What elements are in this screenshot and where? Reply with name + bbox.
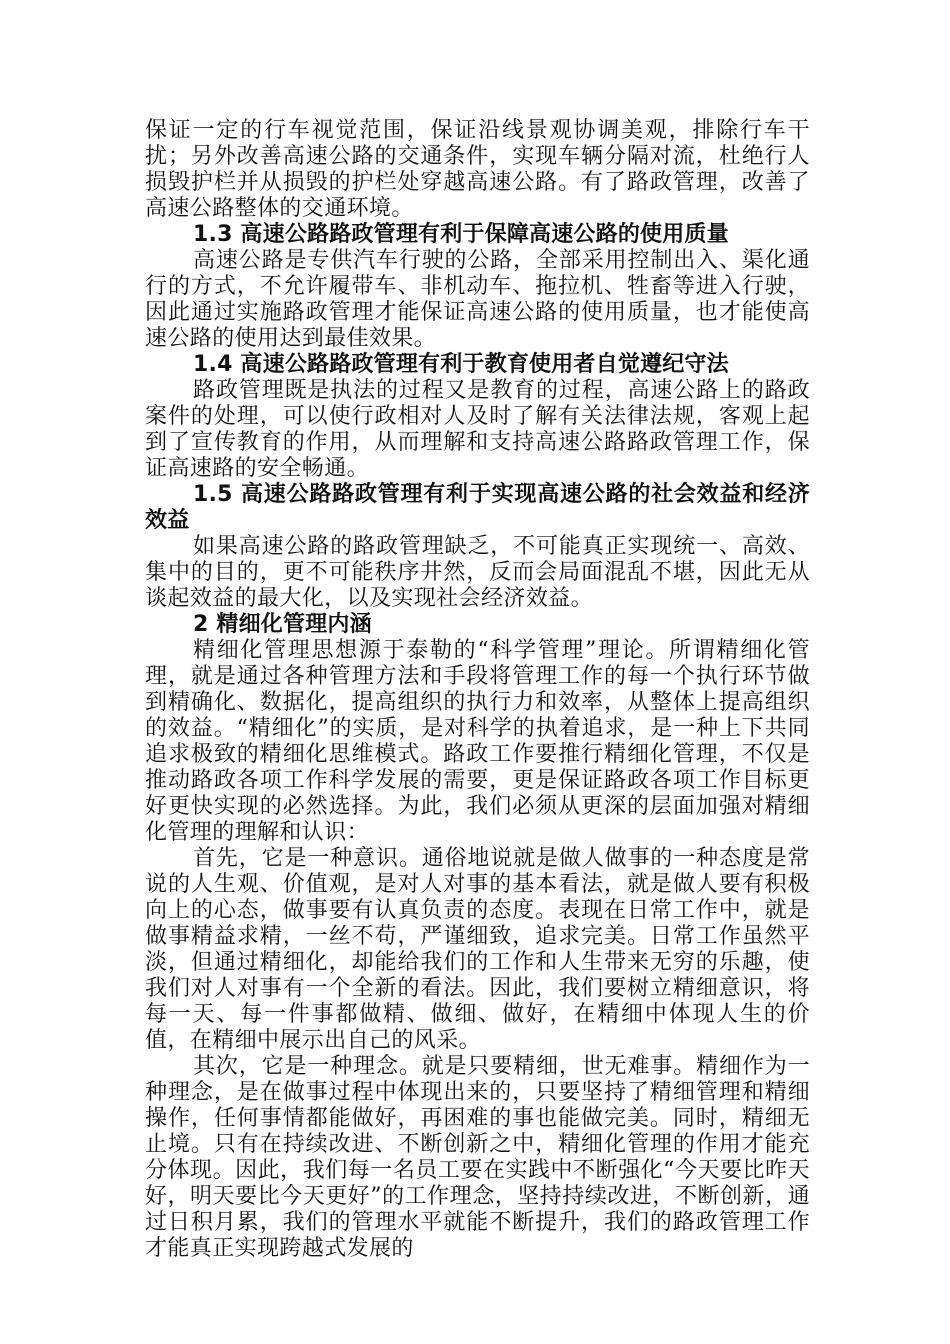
section-heading-1-4: 1.4 高速公路路政管理有利于教育使用者自觉遵纪守法 xyxy=(193,352,729,377)
section-heading-2: 2 精细化管理内涵 xyxy=(193,612,372,637)
paragraph-1-5: 如果高速公路的路政管理缺乏，不可能真正实现统一、高效、集中的目的，更不可能秩序井然，反而会局面混乱不堪，因此无从谈起效益的最大化，以及实现社会经济效益。 xyxy=(145,534,810,611)
document-body xyxy=(145,118,810,1262)
paragraph-intro: 保证一定的行车视觉范围，保证沿线景观协调美观，排除行车干扰；另外改善高速公路的交通条件，实现车辆分隔对流，杜绝行人损毁护栏并从损毁的护栏处穿越高速公路。有了路政管理，改善了高速公路整体的交通环境。 xyxy=(145,118,810,221)
paragraph-1-4: 路政管理既是执法的过程又是教育的过程，高速公路上的路政案件的处理，可以使行政相对人及时了解有关法律法规，客观上起到了宣传教育的作用，从而理解和支持高速公路路政管理工作，保证高速路的安全畅通。 xyxy=(145,378,810,481)
paragraph-2-b: 首先，它是一种意识。通俗地说就是做人做事的一种态度是常说的人生观、价值观，是对人对事的基本看法，就是做人要有积极向上的心态，做事要有认真负责的态度。表现在日常工作中，就是做事精益求精，一丝不苟，严谨细致，追求完美。日常工作虽然平淡，但通过精细化，却能给我们的工作和人生带来无穷的乐趣，使我们对人对事有一个全新的看法。因此，我们要树立精细意识，将每一天、每一件事都做精、做细、做好，在精细中体现人生的价值，在精细中展示出自己的风采。 xyxy=(145,846,810,1053)
section-heading-1-5: 1.5 高速公路路政管理有利于实现高速公路的社会效益和经济效益 xyxy=(145,482,810,533)
paragraph-1-3: 高速公路是专供汽车行驶的公路，全部采用控制出入、渠化通行的方式，不允许履带车、非机动车、拖拉机、牲畜等进入行驶，因此通过实施路政管理才能保证高速公路的使用质量，也才能使高速公路的使用达到最佳效果。 xyxy=(145,248,810,351)
section-heading-1-3: 1.3 高速公路路政管理有利于保障高速公路的使用质量 xyxy=(193,222,729,247)
paragraph-2-c: 其次，它是一种理念。就是只要精细，世无难事。精细作为一种理念，是在做事过程中体现出来的，只要坚持了精细管理和精细操作，任何事情都能做好，再困难的事也能做完美。同时，精细无止境。只有在持续改进、不断创新之中，精细化管理的作用才能充分体现。因此，我们每一名员工要在实践中不断强化“今天要比昨天好，明天要比今天更好”的工作理念，坚持持续改进，不断创新，通过日积月累，我们的管理水平就能不断提升，我们的路政管理工作才能真正实现跨越式发展的 xyxy=(145,1054,810,1261)
paragraph-2-a: 精细化管理思想源于泰勒的“科学管理”理论。所谓精细化管理，就是通过各种管理方法和手段将管理工作的每一个执行环节做到精确化、数据化，提高组织的执行力和效率，从整体上提高组织的效益。“精细化”的实质，是对科学的执着追求，是一种上下共同追求极致的精细化思维模式。路政工作要推行精细化管理，不仅是推动路政各项工作科学发展的需要，更是保证路政各项工作目标更好更快实现的必然选择。为此，我们必须从更深的层面加强对精细化管理的理解和认识： xyxy=(145,638,810,845)
